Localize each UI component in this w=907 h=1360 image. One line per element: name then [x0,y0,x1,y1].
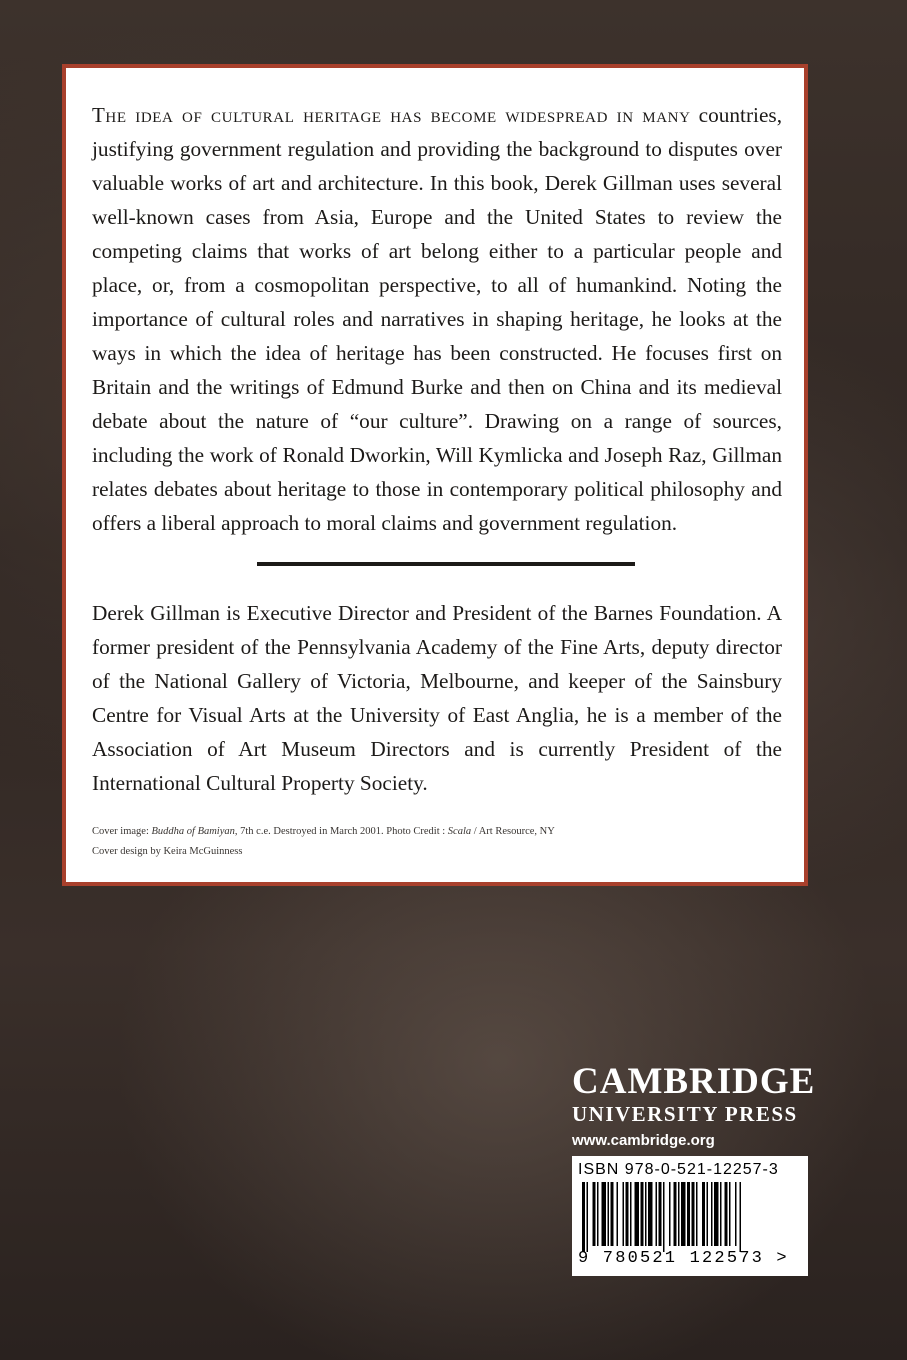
isbn-barcode [572,1156,808,1276]
barcode-bar [681,1182,686,1246]
cover-design-credit: Cover design by Keira McGuinness [92,846,243,857]
barcode-bar [714,1182,719,1246]
publisher-subtitle: UNIVERSITY PRESS [572,1102,798,1126]
barcode-bar [669,1182,671,1246]
section-divider [257,562,635,566]
barcode-bar [720,1182,722,1246]
publisher-logo [572,1061,816,1152]
description-body: countries, justifying government regulation and providing the background to disputes over valuable works of art and architecture. In this book, Derek Gillman uses several well-known cases from Asia, Europe and the United States to review the competing claims that works of art belong either to a particular people and place, or, from a cosmopolitan perspective, to all of humankind. Noting the importance of cultural roles and narratives in shaping heritage, he looks at the ways in which the idea of heritage has been constructed. He focuses first on Britain and the writings of Edmund Burke and then on China and its medieval debate about the nature of “our culture”. Drawing on a range of sources, including the work of Ronald Dworkin, Will Kymlicka and Joseph Raz, Gillman relates debates about heritage to those in contemporary political philosophy and offers a liberal approach to moral claims and government regulation. [92,103,783,535]
credit-agency: / Art Resource, NY [471,826,555,837]
barcode-bar [623,1182,625,1246]
barcode-bar [582,1182,585,1252]
barcode-bar [617,1182,619,1246]
barcode-bar [692,1182,695,1246]
barcode-bar [597,1182,599,1246]
barcode-bar [641,1182,644,1246]
barcode-bar [707,1182,709,1246]
cover-credits [92,822,782,862]
barcode-bar [593,1182,596,1246]
barcode-bar [687,1182,690,1246]
barcode-bar [674,1182,677,1246]
barcode-bar [740,1182,742,1252]
isbn-number: ISBN 978-0-521-12257-3 [578,1161,779,1178]
back-cover-text-area [66,68,804,882]
description-lead: The idea of cultural heritage has become widespread in many [92,103,691,127]
barcode-bar [735,1182,737,1246]
credit-prefix: Cover image: [92,826,152,837]
barcode-bar [702,1182,705,1246]
barcode-bar [659,1182,662,1246]
barcode-bar [611,1182,614,1246]
barcode-bar [725,1182,728,1246]
credit-details: , 7th c.e. Destroyed in March 2001. Photo Credit : [234,826,448,837]
barcode-bar [711,1182,713,1246]
barcode-bar [729,1182,731,1246]
author-bio: Derek Gillman is Executive Director and President of the Barnes Foundation. A former president of the Pennsylvania Academy of the Fine Arts, deputy director of the National Gallery of Victoria, Melbourne, and keeper of the Sainsbury Centre for Visual Arts at the University of East Anglia, he is a member of the Association of Art Museum Directors and is currently President of the International Cultural Property Society. [92,601,782,795]
back-cover-panel [62,64,808,886]
barcode-bar [648,1182,653,1246]
barcode-bar [626,1182,629,1246]
barcode-bar [630,1182,632,1246]
barcode-bar [696,1182,698,1246]
barcode-digits: 9 780521 122573 > [578,1249,789,1268]
barcode-bar [608,1182,610,1246]
cover-image-credit [92,822,782,842]
barcode-bar [663,1182,665,1252]
barcode-bar [635,1182,640,1246]
credit-image-title: Buddha of Bamiyan [151,826,235,837]
publisher-url: www.cambridge.org [572,1132,715,1149]
credit-source: Scala [447,826,472,837]
barcode-bar [656,1182,658,1246]
barcode-bar [602,1182,607,1246]
book-description [92,98,782,540]
barcode-bar [678,1182,680,1246]
barcode-bar [587,1182,589,1252]
barcode-bars [578,1182,802,1252]
publisher-name: CAMBRIDGE [572,1061,816,1102]
barcode-bar [645,1182,647,1246]
